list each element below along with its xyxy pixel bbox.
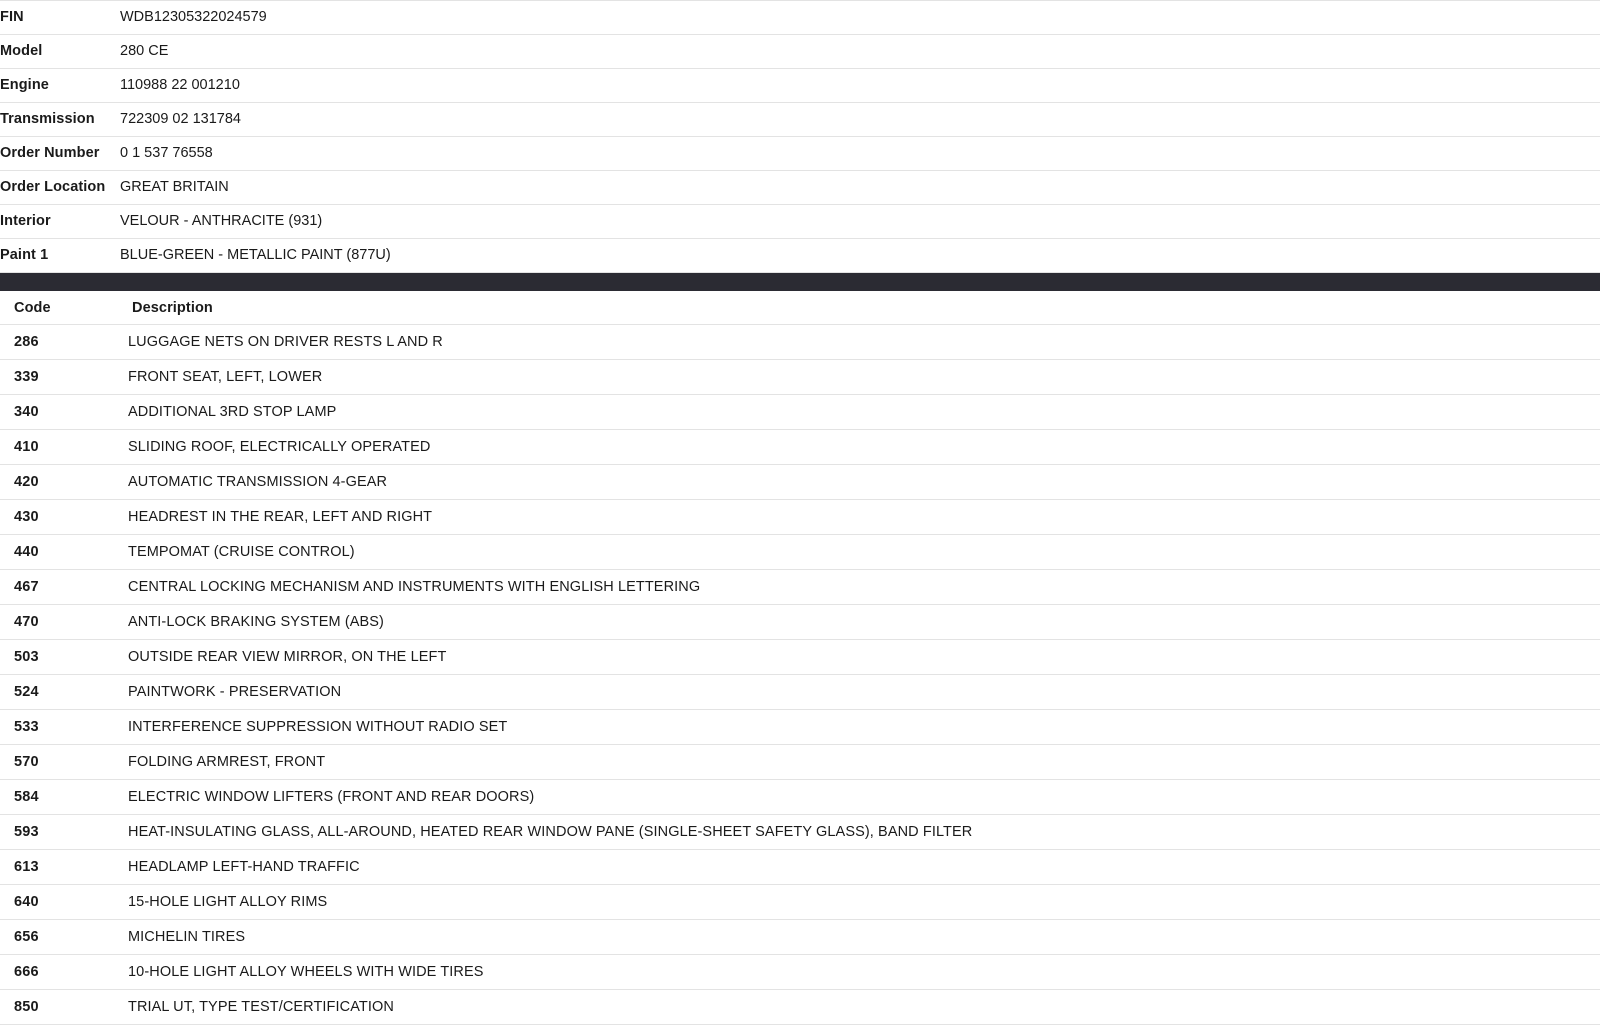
info-label: Order Location [0, 179, 106, 195]
code-cell: 850 [14, 999, 39, 1015]
equipment-codes-table [0, 291, 1600, 1025]
info-value: BLUE-GREEN - METALLIC PAINT (877U) [120, 247, 391, 263]
table-row [0, 675, 1600, 710]
info-label: Order Number [0, 145, 100, 161]
description-cell: ELECTRIC WINDOW LIFTERS (FRONT AND REAR DOORS) [128, 789, 535, 805]
table-header-row [0, 291, 1600, 325]
table-row [0, 171, 1600, 205]
table-row [0, 103, 1600, 137]
column-header-description: Description [132, 300, 213, 316]
code-cell: 286 [14, 334, 39, 350]
description-cell: LUGGAGE NETS ON DRIVER RESTS L AND R [128, 334, 443, 350]
code-cell: 656 [14, 929, 39, 945]
code-cell: 340 [14, 404, 39, 420]
table-row [0, 69, 1600, 103]
description-cell: FOLDING ARMREST, FRONT [128, 754, 326, 770]
table-row [0, 239, 1600, 273]
description-cell: MICHELIN TIRES [128, 929, 246, 945]
code-cell: 524 [14, 684, 39, 700]
code-cell: 533 [14, 719, 39, 735]
info-value: 0 1 537 76558 [120, 145, 213, 161]
info-value: 110988 22 001210 [120, 77, 240, 93]
info-label: Model [0, 43, 43, 59]
table-row [0, 640, 1600, 675]
code-cell: 440 [14, 544, 39, 560]
equipment-codes-body [0, 325, 1600, 1025]
description-cell: FRONT SEAT, LEFT, LOWER [128, 369, 323, 385]
info-label: Paint 1 [0, 247, 49, 263]
table-row [0, 465, 1600, 500]
description-cell: ANTI-LOCK BRAKING SYSTEM (ABS) [128, 614, 384, 630]
vehicle-info-body [0, 1, 1600, 273]
table-row [0, 395, 1600, 430]
description-cell: PAINTWORK - PRESERVATION [128, 684, 342, 700]
info-label: FIN [0, 9, 24, 25]
description-cell: HEADREST IN THE REAR, LEFT AND RIGHT [128, 509, 433, 525]
table-row [0, 710, 1600, 745]
description-cell: SLIDING ROOF, ELECTRICALLY OPERATED [128, 439, 431, 455]
description-cell: OUTSIDE REAR VIEW MIRROR, ON THE LEFT [128, 649, 447, 665]
description-cell: HEAT-INSULATING GLASS, ALL-AROUND, HEATED REAR WINDOW PANE (SINGLE-SHEET SAFETY GLASS), BAND FILTER [128, 824, 973, 840]
table-row [0, 605, 1600, 640]
table-row [0, 35, 1600, 69]
info-value: GREAT BRITAIN [120, 179, 229, 195]
info-label: Engine [0, 77, 49, 93]
table-row [0, 430, 1600, 465]
description-cell: 10-HOLE LIGHT ALLOY WHEELS WITH WIDE TIRES [128, 964, 484, 980]
info-value: 280 CE [120, 43, 169, 59]
table-row [0, 920, 1600, 955]
description-cell: HEADLAMP LEFT-HAND TRAFFIC [128, 859, 360, 875]
table-row [0, 990, 1600, 1025]
description-cell: 15-HOLE LIGHT ALLOY RIMS [128, 894, 328, 910]
code-cell: 584 [14, 789, 39, 805]
table-row [0, 745, 1600, 780]
section-divider-band [0, 273, 1600, 291]
table-row [0, 1, 1600, 35]
table-row [0, 815, 1600, 850]
description-cell: ADDITIONAL 3RD STOP LAMP [128, 404, 337, 420]
description-cell: INTERFERENCE SUPPRESSION WITHOUT RADIO SET [128, 719, 508, 735]
info-value: VELOUR - ANTHRACITE (931) [120, 213, 323, 229]
equipment-codes-header [0, 291, 1600, 325]
table-row [0, 955, 1600, 990]
code-cell: 593 [14, 824, 39, 840]
table-row [0, 850, 1600, 885]
code-cell: 570 [14, 754, 39, 770]
code-cell: 410 [14, 439, 39, 455]
code-cell: 666 [14, 964, 39, 980]
table-row [0, 780, 1600, 815]
description-cell: CENTRAL LOCKING MECHANISM AND INSTRUMENTS WITH ENGLISH LETTERING [128, 579, 701, 595]
column-header-code: Code [14, 300, 51, 316]
code-cell: 420 [14, 474, 39, 490]
description-cell: TEMPOMAT (CRUISE CONTROL) [128, 544, 355, 560]
table-row [0, 570, 1600, 605]
table-row [0, 885, 1600, 920]
table-row [0, 325, 1600, 360]
code-cell: 339 [14, 369, 39, 385]
table-row [0, 137, 1600, 171]
code-cell: 503 [14, 649, 39, 665]
code-cell: 640 [14, 894, 39, 910]
info-label: Transmission [0, 111, 95, 127]
table-row [0, 500, 1600, 535]
description-cell: TRIAL UT, TYPE TEST/CERTIFICATION [128, 999, 394, 1015]
code-cell: 470 [14, 614, 39, 630]
code-cell: 613 [14, 859, 39, 875]
code-cell: 467 [14, 579, 39, 595]
table-row [0, 535, 1600, 570]
description-cell: AUTOMATIC TRANSMISSION 4-GEAR [128, 474, 388, 490]
info-value: 722309 02 131784 [120, 111, 241, 127]
table-row [0, 205, 1600, 239]
info-label: Interior [0, 213, 51, 229]
code-cell: 430 [14, 509, 39, 525]
info-value: WDB12305322024579 [120, 9, 267, 25]
vehicle-info-table [0, 0, 1600, 273]
table-row [0, 360, 1600, 395]
